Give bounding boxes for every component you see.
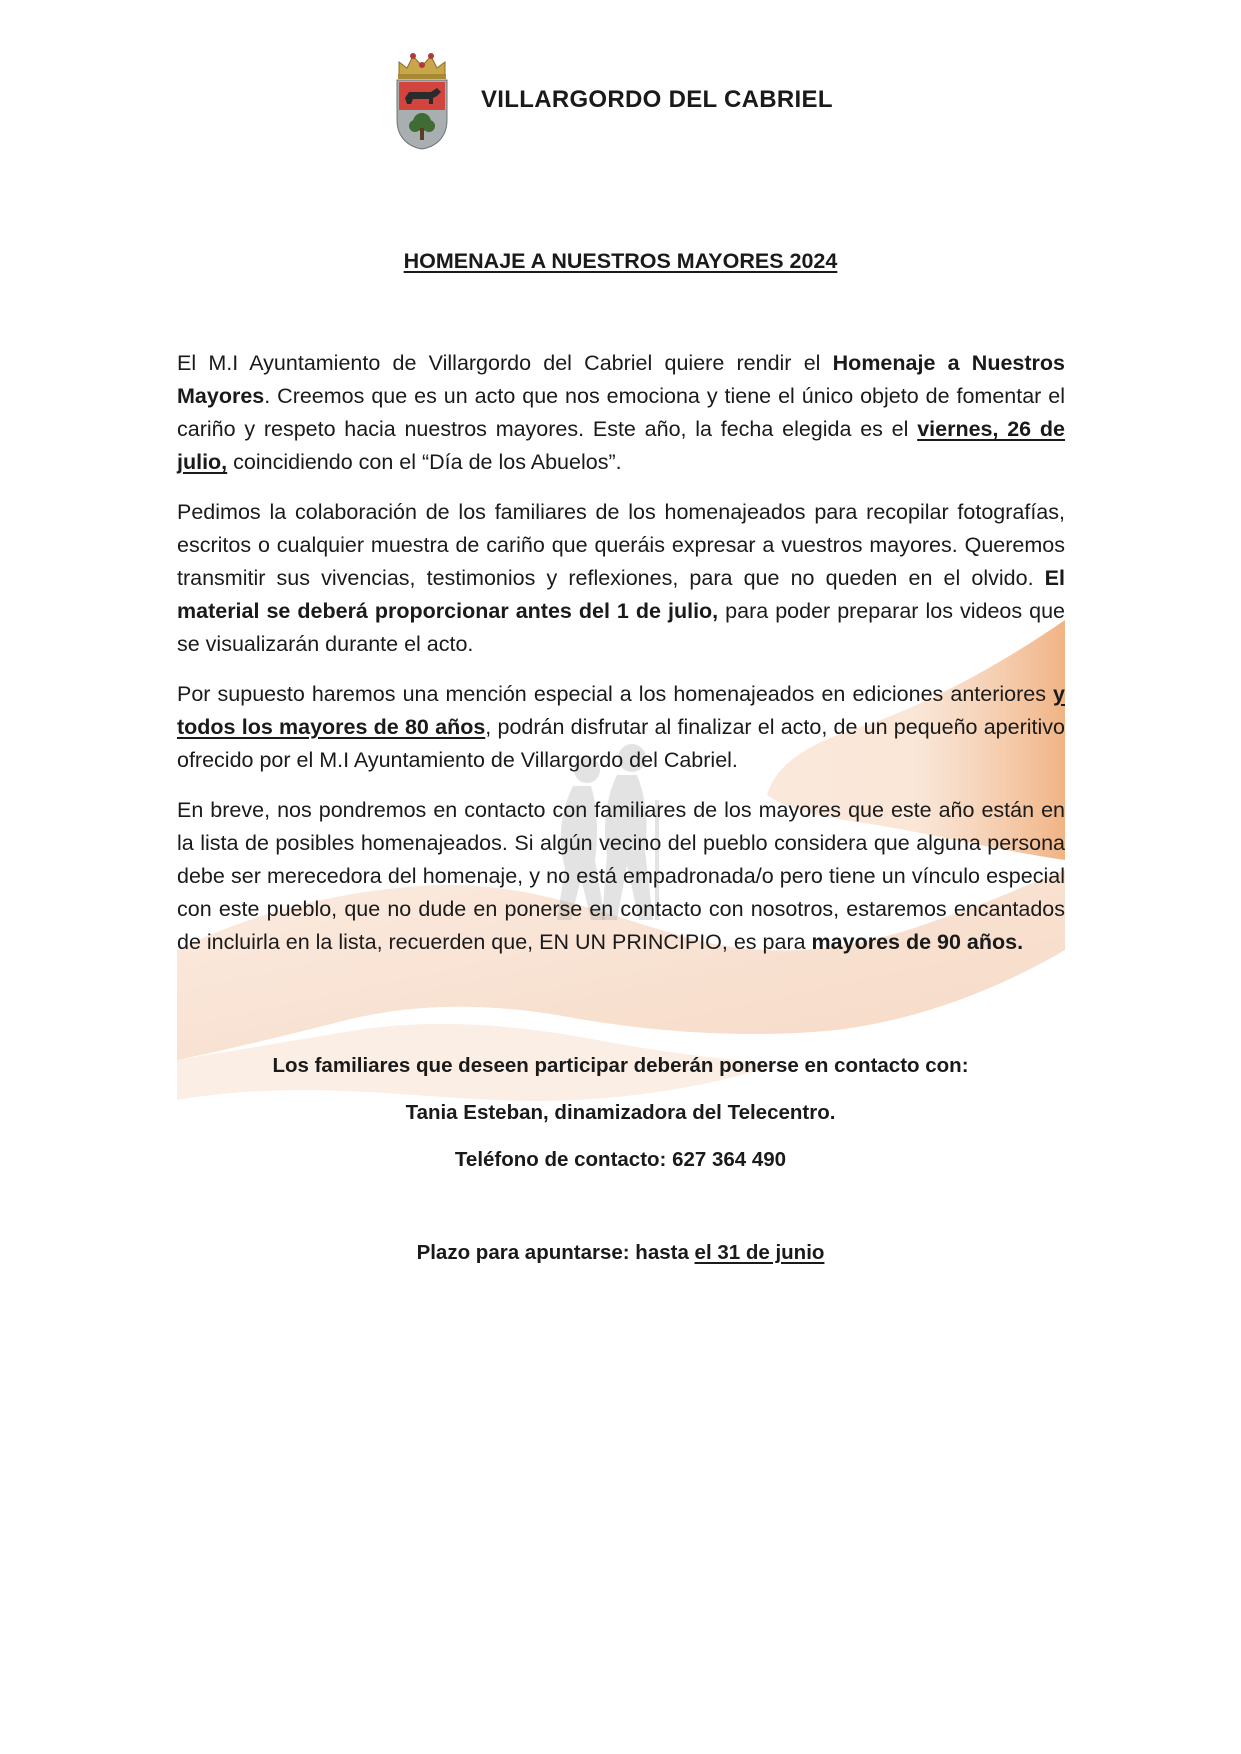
registration-deadline: [0, 1241, 1241, 1265]
document-title: HOMENAJE A NUESTROS MAYORES 2024: [403, 249, 838, 273]
municipal-coat-of-arms-icon: [393, 50, 451, 150]
text-span: , podrán disfrutar al finalizar el acto, de un pequeño aperitivo ofrecido por el M.I Ayuntamiento de Villargordo del Cabriel.: [177, 715, 1065, 772]
document-body: [177, 347, 1065, 976]
paragraph-special-mention: [177, 678, 1065, 777]
text-span: para poder preparar los videos que se visualizarán durante el acto.: [177, 599, 1065, 656]
contact-phone: Teléfono de contacto: 627 364 490: [454, 1148, 787, 1171]
contact-person: Tania Esteban, dinamizadora del Telecentro.: [405, 1101, 836, 1124]
town-name: VILLARGORDO DEL CABRIEL: [481, 86, 833, 113]
text-span: Por supuesto haremos una mención especial a los homenajeados en ediciones anteriores: [177, 682, 1054, 706]
letterhead: [393, 50, 833, 150]
text-span: . Creemos que es un acto que nos emociona y tiene el único objeto de fomentar el cariño y respeto hacia nuestros mayores. Este año, la fecha elegida es el: [177, 384, 1065, 441]
material-deadline: El material se deberá proporcionar antes del 1 de julio,: [177, 566, 1065, 623]
contact-intro: Los familiares que deseen participar deberán ponerse en contacto con:: [272, 1054, 969, 1077]
age-80-highlight: y todos los mayores de 80 años: [177, 682, 1065, 739]
bold-text: Homenaje a Nuestros Mayores: [177, 351, 1066, 408]
text-span: El M.I Ayuntamiento de Villargordo del Cabriel quiere rendir el: [177, 351, 833, 375]
deadline-label: Plazo para apuntarse: hasta: [416, 1241, 695, 1264]
deadline-date: el 31 de junio: [694, 1241, 825, 1264]
paragraph-contact-info: [177, 794, 1065, 959]
paragraph-intro: [177, 347, 1065, 479]
event-date: viernes, 26 de julio,: [177, 417, 1065, 474]
text-span: Pedimos la colaboración de los familiares de los homenajeados para recopilar fotografías, escritos o cualquier muestra de cariño que queráis expresar a vuestros mayores. Queremos transmitir sus vivencias, testimonios y reflexiones, para que no queden en el olvido.: [177, 500, 1065, 590]
age-90-highlight: mayores de 90 años.: [811, 930, 1024, 954]
paragraph-collaboration: [177, 496, 1065, 661]
text-span: En breve, nos pondremos en contacto con familiares de los mayores que este año están en la lista de posibles homenajeados. Si algún vecino del pueblo considera que alguna persona debe ser merecedora del homenaje, y no está empadronada/o pero tiene un vínculo especial con este pueblo, que no dude en ponerse en contacto con nosotros, estaremos encantados de incluirla en la lista, recuerden que, EN UN PRINCIPIO, es para: [177, 798, 1065, 954]
text-span: coincidiendo con el “Día de los Abuelos”.: [227, 450, 622, 474]
